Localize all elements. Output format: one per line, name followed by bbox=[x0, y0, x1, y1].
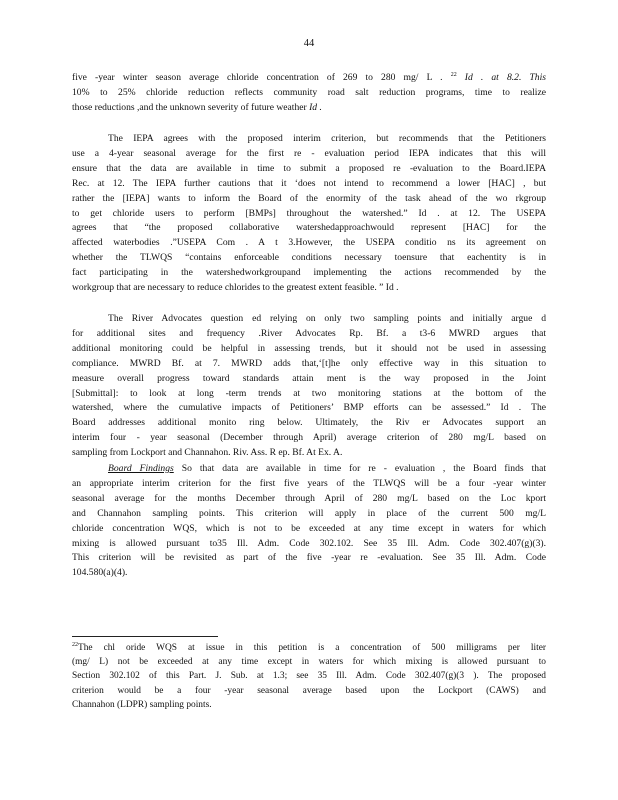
text-line: additional monitoring could be helpful in assessing trends, but it should not be used in assessing bbox=[72, 342, 546, 354]
text-line: interim four - year seasonal (December through April) average criterion of 280 mg/L based on bbox=[72, 432, 546, 444]
text-line: mixing is allowed pursuant to35 Ill. Adm. Code 302.102. See 35 Ill. Adm. Code 302.407(g)(3). bbox=[72, 537, 546, 549]
text-line: and Channahon sampling points. This criterion will apply in place of the current 500 mg/L bbox=[72, 507, 546, 519]
paragraph-board-findings bbox=[72, 462, 546, 581]
section-heading: Board Findings bbox=[108, 463, 174, 474]
footnote-divider bbox=[72, 636, 218, 637]
text-line bbox=[72, 641, 546, 655]
text-line: ensure that the data are available in time to submit a proposed re -evaluation to the Board.IEPA bbox=[72, 162, 546, 174]
citation: Id . bbox=[309, 101, 322, 113]
text-line: compliance. MWRD Bf. at 7. MWRD adds that,‘[t]he only effective way in this situation to bbox=[72, 357, 546, 369]
text-line: seasonal average for the months December through April of 280 mg/L based on the Loc kport bbox=[72, 492, 546, 504]
text-line: affected waterbodies .”USEPA Com . A t 3.However, the USEPA conditio ns its agreement on bbox=[72, 237, 546, 249]
footnote-number: 22 bbox=[72, 642, 78, 648]
text-line: Section 302.102 of this Part. J. Sub. at 1.3; see 35 Ill. Adm. Code 302.407(g)(3 ). The proposed bbox=[72, 671, 546, 682]
text-line bbox=[72, 462, 546, 477]
text-line: use a 4-year seasonal average for the first re - evaluation period IEPA indicates that this will bbox=[72, 147, 546, 159]
text-line: agrees that “the proposed collaborative watershedapproachwould represent [HAC] for the bbox=[72, 222, 546, 234]
text-line: an appropriate interim criterion for the first five years of the TLWQS will be a four -year winter bbox=[72, 477, 546, 489]
text-line: (mg/ L) not be exceeded at any time except in waters for which mixing is allowed pursuant to bbox=[72, 657, 546, 668]
paragraph-3 bbox=[72, 312, 546, 461]
text-line: workgroup that are necessary to reduce chlorides to the greatest extent feasible. ” Id . bbox=[72, 282, 399, 294]
citation: Id . at 8.2. This bbox=[456, 72, 546, 83]
text-line: for additional sites and frequency .River Advocates Rp. Bf. a t3-6 MWRD argues that bbox=[72, 327, 546, 339]
text-fragment: The chl oride WQS at issue in this petition is a concentration of 500 milligrams per liter bbox=[78, 643, 546, 653]
text-fragment: So that data are available in time for re - evaluation , the Board finds that bbox=[173, 463, 547, 474]
text-line: whether the TLWQS “contains enforceable conditions necessary toensure that eachentity is in bbox=[72, 252, 546, 264]
text-line: Rec. at 12. The IEPA further cautions that it ‘does not intend to recommend a lower [HAC] , but bbox=[72, 177, 546, 189]
footnote-22 bbox=[72, 641, 546, 712]
text-line: measure overall progress toward standards attain ment is the way proposed in the Joint bbox=[72, 372, 546, 384]
text-line: chloride concentration WQS, which is not to be exceeded at any time except in waters for which bbox=[72, 522, 546, 534]
text-line: sampling from Lockport and Channahon. Riv. Ass. R ep. Bf. At Ex. A. bbox=[72, 447, 343, 459]
paragraph-1 bbox=[72, 71, 546, 116]
footnote-reference: 22 bbox=[450, 72, 457, 78]
text-line: fact participating in the watershedworkgroupand implementing the actions recommended by the bbox=[72, 267, 546, 279]
text-line: criterion would be a four -year seasonal average based upon the Lockport (CAWS) and bbox=[72, 685, 546, 696]
text-line: 104.580(a)(4). bbox=[72, 567, 128, 579]
page-number: 44 bbox=[303, 38, 315, 49]
text-line: rather the [IEPA] wants to inform the Board of the enormity of the task ahead of the wo rkgroup bbox=[72, 192, 546, 204]
text-line: [Submittal]: to look at long -term trends at two monitoring stations at the bottom of the bbox=[72, 387, 546, 399]
text-line: Channahon (LDPR) sampling points. bbox=[72, 699, 212, 710]
text-line bbox=[72, 71, 546, 86]
text-line bbox=[72, 101, 546, 116]
paragraph-2 bbox=[72, 132, 546, 296]
text-line: The IEPA agrees with the proposed interim criterion, but recommends that the Petitioners bbox=[108, 133, 546, 144]
text-line: watershed, where the cumulative impacts of Petitioners’ BMP efforts can be assessed.” Id . The bbox=[72, 402, 546, 414]
text-fragment: those reductions ,and the unknown severity of future weather bbox=[72, 101, 310, 113]
text-line: The River Advocates question ed relying on only two sampling points and initially argue d bbox=[108, 313, 546, 324]
text-line: Board addresses additional monito ring below. Ultimately, the Riv er Advocates support an bbox=[72, 417, 546, 429]
text-fragment: five -year winter season average chloride concentration of 269 to 280 mg/ L . bbox=[72, 72, 451, 83]
text-line: 10% to 25% chloride reduction reflects community road salt reduction programs, time to realize bbox=[72, 86, 546, 98]
text-line: to get chloride users to perform [BMPs] throughout the watershed.” Id . at 12. The USEPA bbox=[72, 207, 546, 219]
text-line: This criterion will be revisited as part of the five -year re -evaluation. See 35 Ill. Adm. Code bbox=[72, 552, 546, 564]
